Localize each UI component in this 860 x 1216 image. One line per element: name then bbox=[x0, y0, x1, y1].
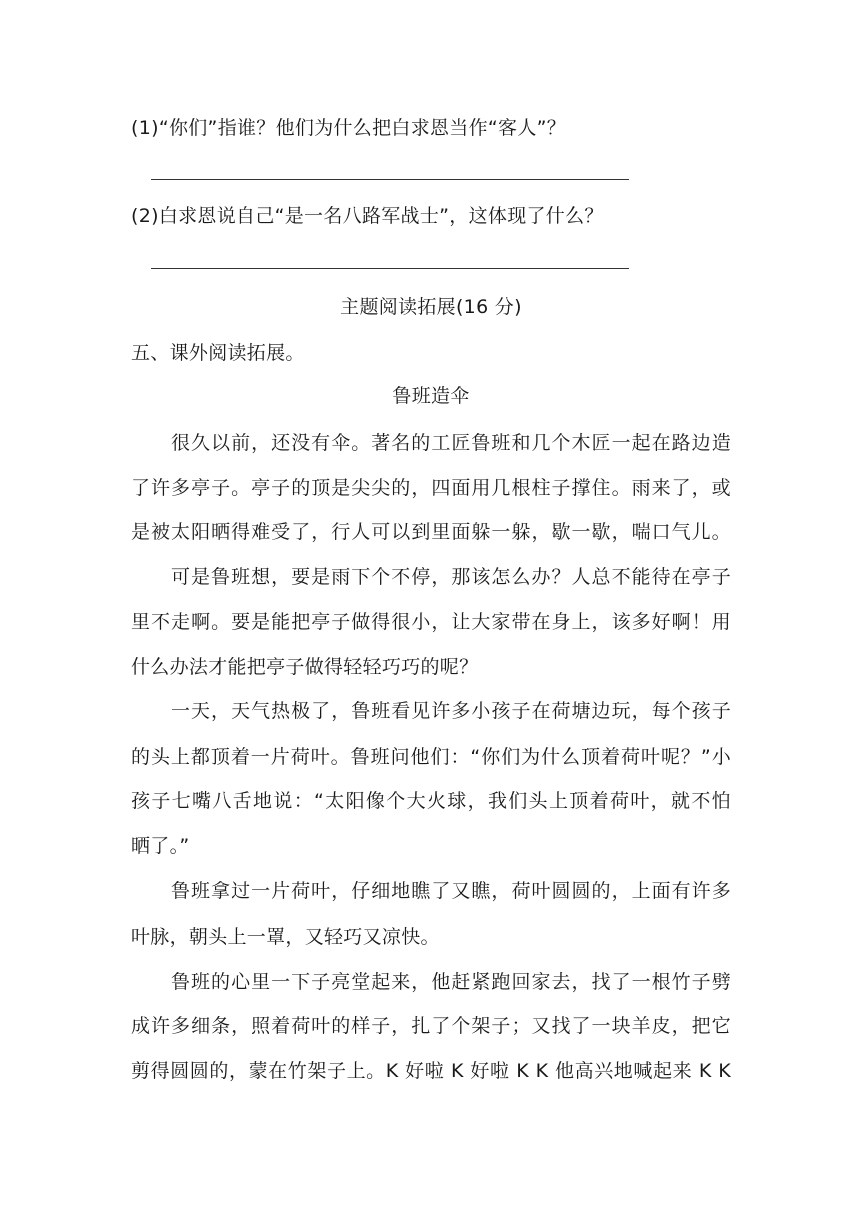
story-line: 一天，天气热极了，鲁班看见许多小孩子在荷塘边玩，每个孩子 bbox=[171, 700, 731, 722]
question-1: (1)“你们”指谁？他们为什么把白求恩当作“客人”？ bbox=[131, 117, 567, 139]
story-line: 剪得圆圆的，蒙在竹架子上。K 好啦 K 好啦 K K 他高兴地喊起来 K K bbox=[131, 1060, 731, 1082]
story-line: 了许多亭子。亭子的顶是尖尖的，四面用几根柱子撑住。雨来了，或 bbox=[131, 477, 731, 499]
story-line: 是被太阳晒得难受了，行人可以到里面躲一躲，歇一歇，喘口气儿。 bbox=[131, 521, 731, 543]
section-heading: 主题阅读拓展(16 分) bbox=[340, 296, 522, 318]
answer-line-1[interactable] bbox=[151, 179, 629, 180]
story-line: 什么办法才能把亭子做得轻轻巧巧的呢？ bbox=[131, 656, 479, 678]
story-line: 晒了。” bbox=[131, 835, 190, 857]
story-line: 里不走啊。要是能把亭子做得很小，让大家带在身上，该多好啊！用 bbox=[131, 611, 731, 633]
answer-line-2[interactable] bbox=[151, 268, 629, 269]
question-2: (2)白求恩说自己“是一名八路军战士”，这体现了什么？ bbox=[131, 205, 604, 227]
story-line: 很久以前，还没有伞。著名的工匠鲁班和几个木匠一起在路边造 bbox=[171, 432, 731, 454]
story-line: 的头上都顶着一片荷叶。鲁班问他们：“你们为什么顶着荷叶呢？”小 bbox=[131, 746, 731, 768]
story-line: 叶脉，朝头上一罩，又轻巧又凉快。 bbox=[131, 926, 440, 948]
story-title: 鲁班造伞 bbox=[392, 385, 470, 407]
story-line: 鲁班拿过一片荷叶，仔细地瞧了又瞧，荷叶圆圆的，上面有许多 bbox=[171, 880, 731, 902]
story-line: 可是鲁班想，要是雨下个不停，那该怎么办？人总不能待在亭子 bbox=[171, 566, 731, 588]
story-line: 鲁班的心里一下子亮堂起来，他赶紧跑回家去，找了一根竹子劈 bbox=[171, 971, 731, 993]
part-heading: 五、课外阅读拓展。 bbox=[131, 342, 305, 364]
story-line: 孩子七嘴八舌地说：“太阳像个大火球，我们头上顶着荷叶，就不怕 bbox=[131, 790, 731, 812]
story-line: 成许多细条，照着荷叶的样子，扎了个架子；又找了一块羊皮，把它 bbox=[131, 1015, 731, 1037]
